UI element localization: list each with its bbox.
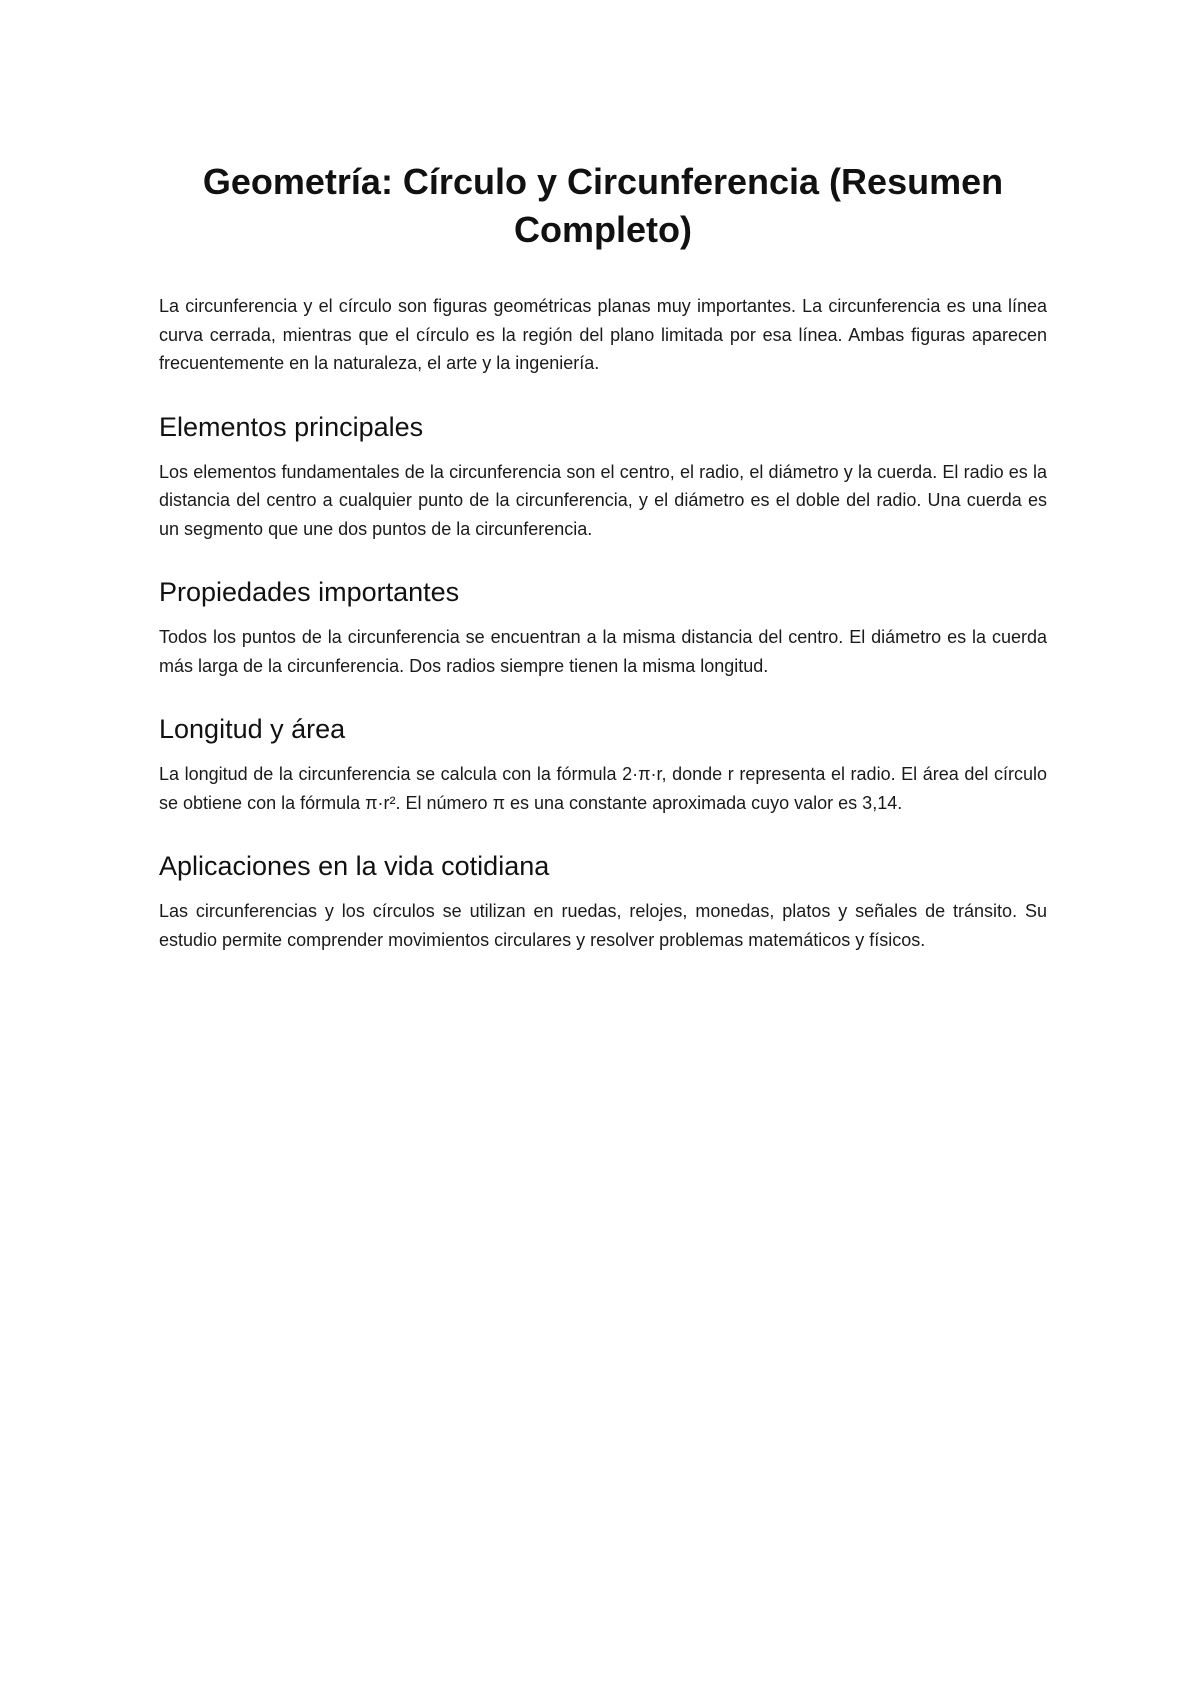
section-longitud-y-area xyxy=(159,712,1047,817)
section-paragraph: Todos los puntos de la circunferencia se encuentran a la misma distancia del centro. El diámetro es la cuerda más larga de la circunferencia. Dos radios siempre tienen la misma longitud. xyxy=(159,627,1047,676)
document-page xyxy=(159,158,1047,954)
section-aplicaciones xyxy=(159,849,1047,954)
section-paragraph: La longitud de la circunferencia se calcula con la fórmula 2·π·r, donde r representa el radio. El área del círculo se obtiene con la fórmula π·r². El número π es una constante aproximada cuyo valor es 3,14. xyxy=(159,764,1047,813)
section-heading: Aplicaciones en la vida cotidiana xyxy=(159,851,550,881)
section-heading: Elementos principales xyxy=(159,411,424,442)
document-title: Geometría: Círculo y Circunferencia (Resumen Completo) xyxy=(202,161,1004,250)
section-propiedades-importantes xyxy=(159,575,1047,680)
section-heading: Propiedades importantes xyxy=(159,577,460,607)
section-paragraph: Los elementos fundamentales de la circunferencia son el centro, el radio, el diámetro y la cuerda. El radio es la distancia del centro a cualquier punto de la circunferencia, y el diámetro es el doble del radio. Una cuerda es un segmento que une dos puntos de la circunferencia. xyxy=(159,461,1047,539)
section-elementos-principales xyxy=(159,410,1047,544)
intro-paragraph: La circunferencia y el círculo son figuras geométricas planas muy importantes. La circunferencia es una línea curva cerrada, mientras que el círculo es la región del plano limitada por esa línea. Ambas figuras aparecen frecuentemente en la naturaleza, el arte y la ingeniería. xyxy=(159,296,1047,373)
section-paragraph: Las circunferencias y los círculos se utilizan en ruedas, relojes, monedas, platos y señales de tránsito. Su estudio permite comprender movimientos circulares y resolver problemas matemáticos y físicos. xyxy=(159,901,1047,950)
section-heading: Longitud y área xyxy=(159,714,346,744)
